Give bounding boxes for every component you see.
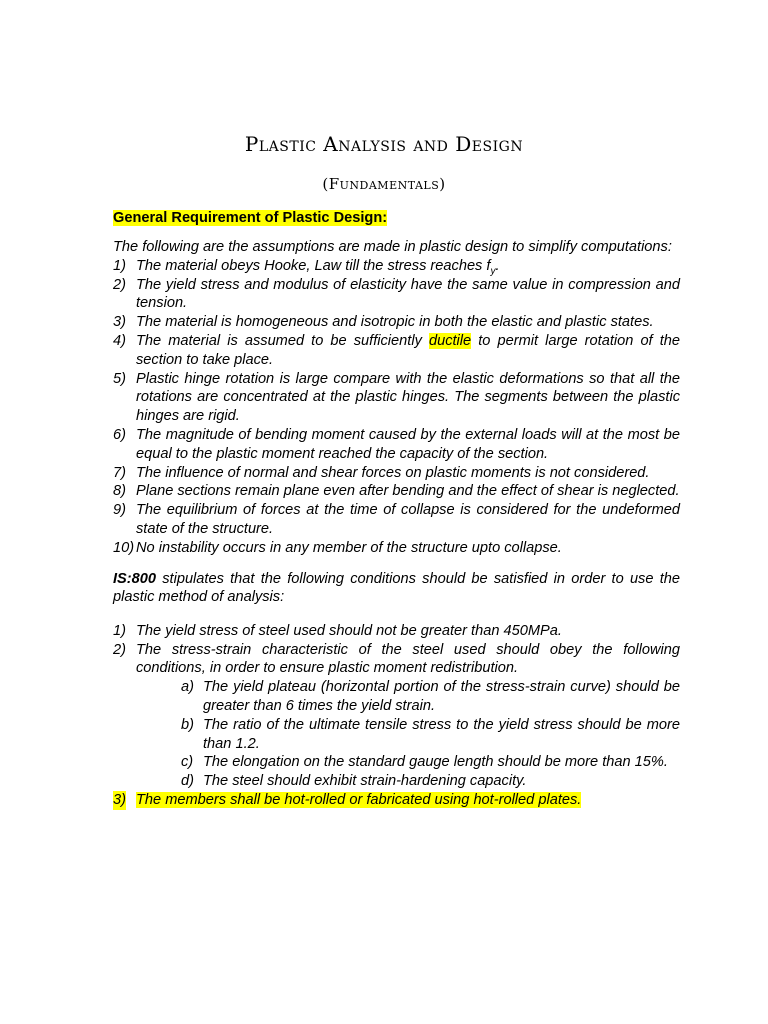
subscript-y: y	[490, 265, 496, 277]
item-number: 9)	[113, 502, 126, 519]
assumption-item	[113, 313, 680, 332]
item-text: The material obeys Hooke, Law till the stress reaches f	[136, 257, 491, 274]
item-text: The material is homogeneous and isotropic in both the elastic and plastic states.	[136, 314, 654, 331]
subitem-text: The yield plateau (horizontal portion of the stress-strain curve) should be greater than 6 times the yield strain.	[203, 679, 680, 714]
highlighted-word: ductile	[428, 332, 472, 349]
item-number: 4)	[113, 332, 126, 349]
assumption-item	[113, 539, 680, 558]
item-text-end: .	[495, 257, 500, 274]
item-number: 5)	[113, 370, 126, 387]
condition-item	[113, 622, 680, 641]
item-number: 8)	[113, 483, 126, 500]
item-text: No instability occurs in any member of the structure upto collapse.	[136, 539, 562, 556]
subcondition-item	[113, 753, 680, 772]
item-number: 3)	[113, 791, 126, 808]
assumption-item	[113, 276, 680, 314]
assumption-item	[113, 464, 680, 483]
subcondition-item	[113, 716, 680, 754]
conditions-list	[113, 622, 680, 810]
assumption-item	[113, 501, 680, 539]
item-text: Plane sections remain plane even after bending and the effect of shear is neglected.	[136, 483, 680, 500]
final-condition-item	[113, 791, 680, 810]
assumptions-list	[113, 257, 680, 558]
subitem-text: The steel should exhibit strain-hardening capacity.	[203, 773, 527, 790]
assumption-item	[113, 426, 680, 464]
document-body	[113, 206, 680, 810]
item-number: 3)	[113, 314, 126, 331]
is-code-paragraph	[113, 570, 680, 608]
subcondition-item	[113, 772, 680, 791]
item-number: 1)	[113, 257, 126, 274]
item-text: The magnitude of bending moment caused by the external loads will at the most be equal to the plastic moment reached the capacity of the section.	[136, 426, 680, 462]
assumption-item	[113, 370, 680, 426]
item-text: The equilibrium of forces at the time of collapse is considered for the undeformed state of the structure.	[136, 502, 680, 537]
subitem-letter: c)	[181, 754, 194, 771]
assumption-item	[113, 257, 680, 276]
item-text: The influence of normal and shear forces on plastic moments is not considered.	[136, 464, 650, 481]
is-code-text: stipulates that the following conditions should be satisfied in order to use the plastic method of analysis:	[113, 570, 680, 606]
item-text: The yield stress of steel used should not be greater than 450MPa.	[136, 622, 562, 639]
item-text: The stress-strain characteristic of the steel used should obey the following conditions, in order to ensure plastic moment redistribution.	[136, 641, 680, 677]
item-text-end: to permit large rotation of the section to take place.	[136, 332, 680, 368]
item-number: 2)	[113, 641, 126, 658]
is-code-label: IS:800	[113, 570, 156, 587]
subitem-letter: a)	[181, 679, 194, 696]
item-text: Plastic hinge rotation is large compare with the elastic deformations so that all the rotations are concentrated at the plastic hinges. The segments between the plastic hinges are rigid.	[136, 370, 680, 425]
assumption-item	[113, 332, 680, 370]
item-text: The yield stress and modulus of elasticity have the same value in compression and tension.	[136, 276, 680, 312]
section-heading	[113, 206, 680, 230]
subitem-letter: b)	[181, 716, 194, 733]
item-number: 7)	[113, 464, 126, 481]
assumption-item	[113, 482, 680, 501]
item-number: 2)	[113, 276, 126, 293]
document-title: Plastic Analysis and Design	[244, 132, 524, 156]
condition-item	[113, 641, 680, 679]
intro-paragraph: The following are the assumptions are made in plastic design to simplify computations:	[113, 239, 672, 255]
item-number: 6)	[113, 426, 126, 443]
final-condition-text: The members shall be hot-rolled or fabricated using hot-rolled plates.	[136, 791, 582, 808]
document-subtitle: (Fundamentals)	[322, 175, 446, 193]
subcondition-item	[113, 678, 680, 716]
item-text: The material is assumed to be sufficiently	[136, 332, 429, 349]
item-number: 10)	[113, 539, 135, 556]
subitem-text: The ratio of the ultimate tensile stress to the yield stress should be more than 1.2.	[203, 716, 680, 752]
subitem-text: The elongation on the standard gauge length should be more than 15%.	[203, 754, 668, 771]
item-number: 1)	[113, 622, 126, 639]
subitem-letter: d)	[181, 773, 194, 790]
section-heading-text: General Requirement of Plastic Design:	[113, 210, 388, 226]
